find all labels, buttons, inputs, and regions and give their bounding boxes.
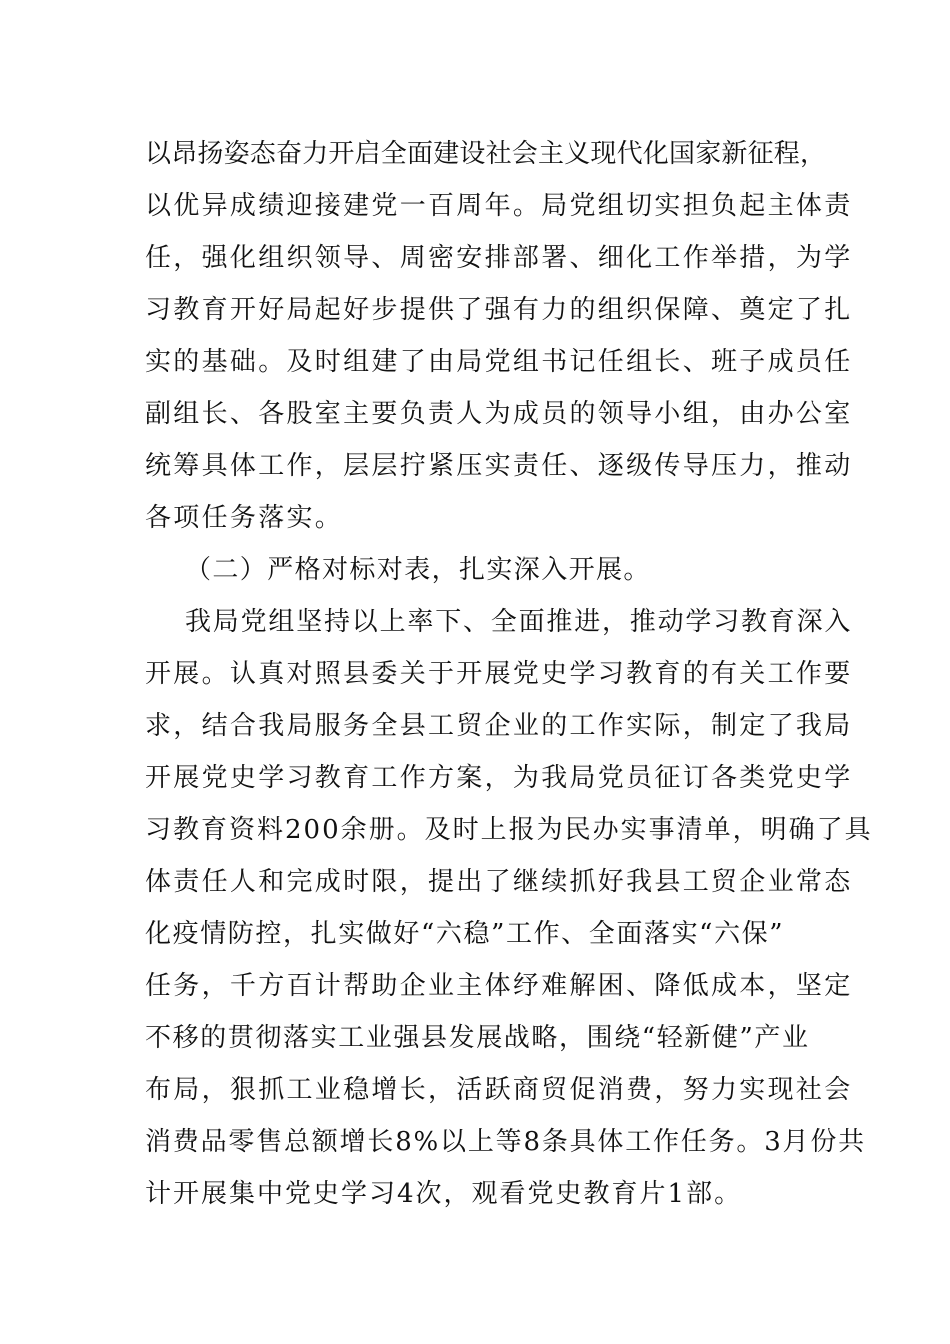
paragraph-1-line: 副组长、各股室主要负责人为成员的领导小组，由办公室	[145, 399, 853, 429]
paragraph-2-line: 消费品零售总额增长8%以上等8条具体工作任务。3月份共	[145, 1127, 866, 1157]
paragraph-2-line: 习教育资料200余册。及时上报为民办实事清单，明确了具	[145, 815, 873, 845]
paragraph-1	[145, 128, 853, 544]
document-body	[145, 128, 873, 1220]
paragraph-2-line: 开展。认真对照县委关于开展党史学习教育的有关工作要	[145, 659, 853, 689]
paragraph-1-line: 实的基础。及时组建了由局党组书记任组长、班子成员任	[145, 347, 853, 377]
paragraph-2-line: 化疫情防控，扎实做好“六稳”工作、全面落实“六保”	[145, 919, 785, 949]
paragraph-2	[145, 596, 873, 1220]
paragraph-1-line: 以昂扬姿态奋力开启全面建设社会主义现代化国家新征程，	[145, 139, 827, 169]
paragraph-1-line: 以优异成绩迎接建党一百周年。局党组切实担负起主体责	[145, 191, 853, 221]
paragraph-2-line: 不移的贯彻落实工业强县发展战略，围绕“轻新健”产业	[145, 1023, 810, 1053]
section-heading: （二）严格对标对表，扎实深入开展。	[185, 555, 651, 585]
paragraph-1-line: 各项任务落实。	[145, 503, 344, 533]
paragraph-2-line: 任务，千方百计帮助企业主体纾难解困、降低成本，坚定	[145, 971, 853, 1001]
paragraph-2-line: 体责任人和完成时限，提出了继续抓好我县工贸企业常态	[145, 867, 853, 897]
paragraph-2-line: 开展党史学习教育工作方案，为我局党员征订各类党史学	[145, 763, 853, 793]
paragraph-2-line: 我局党组坚持以上率下、全面推进，推动学习教育深入	[185, 607, 853, 637]
paragraph-1-line: 任，强化组织领导、周密安排部署、细化工作举措，为学	[145, 243, 853, 273]
paragraph-2-line: 布局，狠抓工业稳增长，活跃商贸促消费，努力实现社会	[145, 1075, 853, 1105]
paragraph-2-line: 计开展集中党史学习4次，观看党史教育片1部。	[145, 1179, 743, 1209]
paragraph-2-line: 求，结合我局服务全县工贸企业的工作实际，制定了我局	[145, 711, 853, 741]
paragraph-1-line: 统筹具体工作，层层拧紧压实责任、逐级传导压力，推动	[145, 451, 853, 481]
paragraph-1-line: 习教育开好局起好步提供了强有力的组织保障、奠定了扎	[145, 295, 853, 325]
